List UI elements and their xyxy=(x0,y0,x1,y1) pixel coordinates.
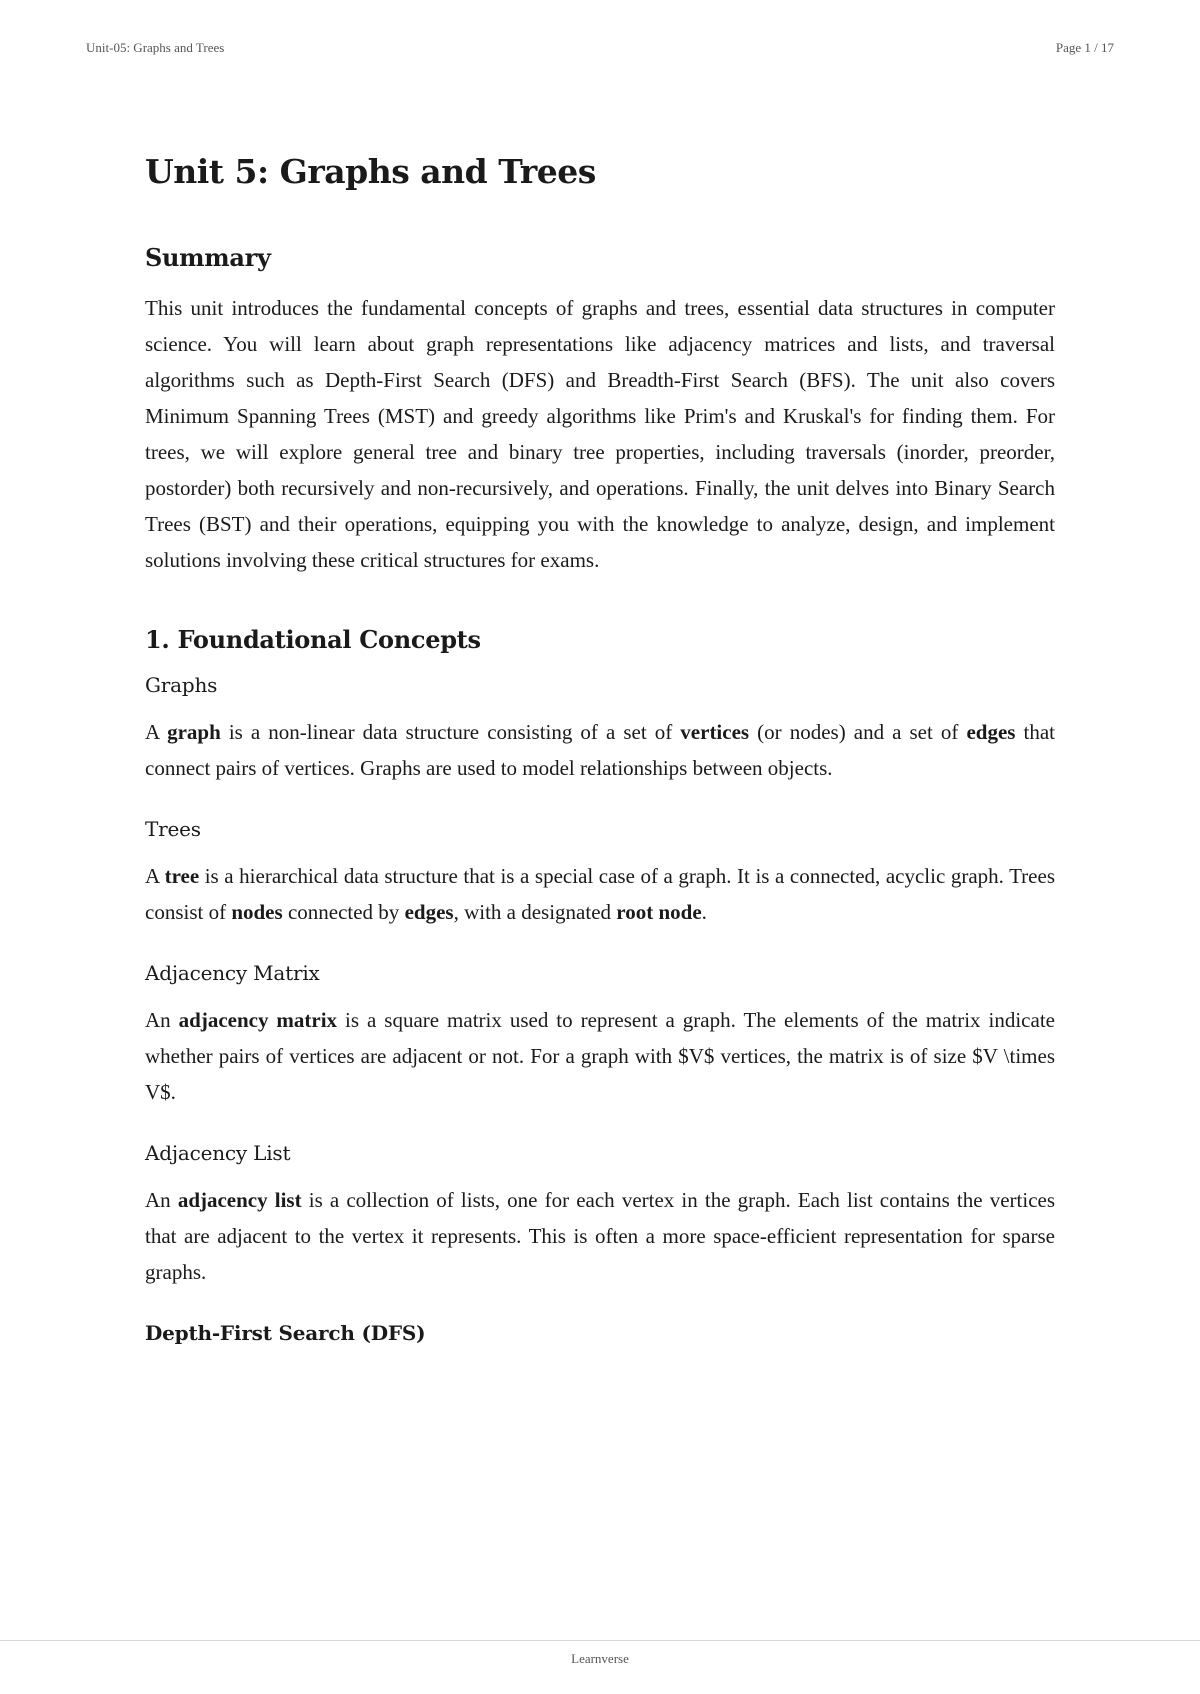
summary-paragraph: This unit introduces the fundamental concepts of graphs and trees, essential data structures in computer science. You will learn about graph representations like adjacency matrices and lists, and traversal algorithms such as Depth-First Search (DFS) and Breadth-First Search (BFS). The unit also covers Minimum Spanning Trees (MST) and greedy algorithms like Prim's and Kruskal's for finding them. For trees, we will explore general tree and binary tree properties, including traversals (inorder, preorder, postorder) both recursively and non-recursively, and operations. Finally, the unit delves into Binary Search Trees (BST) and their operations, equipping you with the knowledge to analyze, design, and implement solutions involving these critical structures for exams. xyxy=(145,296,1055,572)
document-title: Unit 5: Graphs and Trees xyxy=(145,152,596,191)
term-edges: edges xyxy=(966,720,1016,744)
adjacency-matrix-paragraph: An adjacency matrix is a square matrix used to represent a graph. The elements of the matrix indicate whether pairs of vertices are adjacent or not. For a graph with $V$ vertices, the matrix is of size $V \times V$. xyxy=(145,1008,1055,1104)
adjacency-matrix-heading: Adjacency Matrix xyxy=(145,961,320,985)
graphs-paragraph: A graph is a non-linear data structure consisting of a set of vertices (or nodes) and a set of edges that connect pairs of vertices. Graphs are used to model relationships between objects. xyxy=(145,720,1056,780)
section-1-heading: 1. Foundational Concepts xyxy=(145,625,481,654)
trees-heading: Trees xyxy=(145,817,201,841)
term-edges: edges xyxy=(404,900,454,924)
document-body xyxy=(145,150,1055,1362)
adjacency-list-heading: Adjacency List xyxy=(145,1141,291,1165)
term-graph: graph xyxy=(167,720,221,744)
dfs-heading: Depth-First Search (DFS) xyxy=(145,1321,426,1345)
term-root-node: root node xyxy=(616,900,702,924)
footer-divider xyxy=(0,1640,1200,1641)
summary-heading: Summary xyxy=(145,243,271,272)
term-vertices: vertices xyxy=(680,720,750,744)
graphs-heading: Graphs xyxy=(145,673,218,697)
term-adjacency-list: adjacency list xyxy=(177,1188,302,1212)
term-adjacency-matrix: adjacency matrix xyxy=(178,1008,338,1032)
trees-paragraph: A tree is a hierarchical data structure that is a special case of a graph. It is a connected, acyclic graph. Trees consist of nodes connected by edges, with a designated root node. xyxy=(145,864,1055,924)
term-nodes: nodes xyxy=(231,900,283,924)
running-header xyxy=(86,40,1114,60)
adjacency-list-paragraph: An adjacency list is a collection of lists, one for each vertex in the graph. Each list contains the vertices that are adjacent to the vertex it represents. This is often a more space-efficient representation for sparse graphs. xyxy=(145,1188,1056,1284)
term-tree: tree xyxy=(164,864,200,888)
header-unit-title: Unit-05: Graphs and Trees xyxy=(86,40,225,55)
footer-brand: Learnverse xyxy=(571,1651,629,1666)
page-number: Page 1 / 17 xyxy=(1055,40,1114,55)
